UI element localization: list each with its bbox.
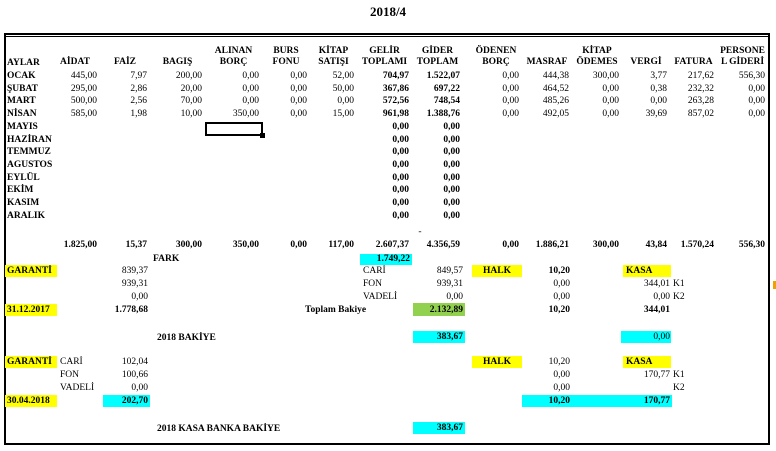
total-odenen[interactable]: 0,00 [502,240,519,250]
month-cell-alinan[interactable]: 0,00 [242,71,259,81]
bakiye2018-label: 2018 BAKİYE [157,333,216,343]
month-cell-personel[interactable]: 0,00 [748,109,765,120]
halk2-val-1[interactable]: 0,00 [553,370,570,380]
total-personel[interactable]: 556,30 [738,240,765,250]
month-cell-vergi[interactable]: 0,38 [650,83,667,94]
header-alinan: ALINAN BORÇ [214,46,253,67]
halk2-val-0[interactable]: 10,20 [548,357,570,367]
month-name: NİSAN [7,109,37,120]
header-bagis: BAGIŞ [162,57,193,67]
total-vergi[interactable]: 43,84 [645,240,667,250]
month-cell-gider[interactable]: 748,54 [433,96,460,107]
month-cell-fatura[interactable]: 232,32 [687,83,714,94]
kasa2-label: KASA [626,357,653,367]
month-cell-kitap[interactable]: 50,00 [332,83,354,94]
date2-label: 30.04.2018 [7,396,50,406]
month-cell-gider[interactable]: 697,22 [433,83,460,94]
total-gelir[interactable]: 2.607,37 [375,240,409,250]
garanti1-label: GARANTİ [7,266,52,276]
garanti2-val-0[interactable]: 102,04 [121,357,148,367]
fill-handle[interactable] [260,133,265,138]
month-cell-masraf[interactable]: 444,38 [542,71,569,81]
month-name: EKİM [7,185,34,196]
bakiye2018-value[interactable]: 383,67 [436,332,463,342]
month-cell-gider[interactable]: 0,00 [443,185,460,196]
month-cell-bagis[interactable]: 10,00 [180,109,202,120]
total-faiz[interactable]: 15,37 [125,240,147,250]
month-cell-gelir[interactable]: 0,00 [392,134,409,145]
month-cell-gider[interactable]: 0,00 [443,121,460,132]
total-alinan[interactable]: 350,00 [232,240,259,250]
month-cell-gelir[interactable]: 0,00 [392,172,409,183]
halk2-total[interactable]: 10,20 [548,396,570,406]
month-cell-masraf[interactable]: 464,52 [542,83,569,94]
toplam-bakiye-value[interactable]: 2.132,89 [429,305,463,315]
month-cell-gider[interactable]: 0,00 [443,172,460,183]
halk2-label: HALK [483,357,511,367]
month-cell-gelir[interactable]: 572,56 [382,96,409,107]
kasa2-total[interactable]: 170,77 [643,396,670,406]
garanti2-total[interactable]: 202,70 [121,396,148,406]
month-cell-kitap[interactable]: 52,00 [332,71,354,81]
kasa1-total[interactable]: 344,01 [643,305,670,315]
kasa1-k1: K1 [673,279,685,289]
month-cell-gelir[interactable]: 0,00 [392,159,409,170]
month-cell-gelir[interactable]: 0,00 [392,210,409,221]
month-name: AGUSTOS [7,159,53,170]
month-cell-alinan[interactable]: 0,00 [242,83,259,94]
month-name: MART [7,96,36,107]
month-cell-odenen[interactable]: 0,00 [502,83,519,94]
halk1-val-2[interactable]: 0,00 [553,292,570,302]
cari1-val[interactable]: 849,57 [436,266,463,276]
dash-mark: - [418,227,422,237]
month-cell-gelir[interactable]: 0,00 [392,198,409,208]
month-cell-kitap[interactable]: 15,00 [332,109,354,120]
month-cell-fatura[interactable]: 263,28 [687,96,714,107]
halk1-label: HALK [483,266,511,276]
halk2-val-2[interactable]: 0,00 [553,383,570,393]
header-aidat: AİDAT [60,57,90,67]
fon1-label: FON [363,279,383,289]
frame-top-line [4,36,770,37]
kasa2-val-0[interactable]: 170,77 [643,370,670,380]
month-cell-gelir[interactable]: 704,97 [382,71,409,81]
month-cell-masraf[interactable]: 485,26 [542,96,569,107]
month-cell-gelir[interactable]: 0,00 [392,185,409,196]
month-cell-gelir[interactable]: 0,00 [392,147,409,158]
month-cell-kitapod[interactable]: 300,00 [592,71,619,81]
selected-cell[interactable] [205,122,263,136]
month-cell-odenen[interactable]: 0,00 [502,109,519,120]
header-odenen: ÖDENEN BORÇ [475,46,517,67]
month-cell-faiz[interactable]: 1,98 [130,109,147,120]
total-gider[interactable]: 4.356,59 [426,240,460,250]
month-cell-burs[interactable]: 0,00 [290,96,307,107]
header-fatura: FATURA [674,57,713,67]
kasa-bakiye-value[interactable]: 0,00 [653,332,670,342]
kasa1-k2: K2 [673,292,685,302]
total-kitap[interactable]: 117,00 [328,240,354,250]
header-faiz: FAİZ [114,57,136,67]
vadeli1-label: VADELİ [363,292,398,302]
month-cell-burs[interactable]: 0,00 [290,71,307,81]
month-cell-fatura[interactable]: 217,62 [687,71,714,81]
garanti2-label: GARANTİ [7,357,52,367]
garanti1-total[interactable]: 1.778,68 [114,305,148,315]
month-name: KASIM [7,198,40,208]
total-masraf[interactable]: 1.886,21 [535,240,569,250]
month-cell-faiz[interactable]: 2,86 [130,83,147,94]
fark-value[interactable]: 1.749,22 [376,254,410,264]
kasa-banka-label: 2018 KASA BANKA BAKİYE [157,424,281,434]
month-cell-gelir[interactable]: 0,00 [392,121,409,132]
header-personel: PERSONE L GİDERİ [720,46,765,67]
header-gider: GİDER TOPLAM [416,46,459,67]
garanti1-val-0[interactable]: 839,37 [121,266,148,276]
month-name: TEMMUZ [7,147,51,158]
header-aylar: AYLAR [7,58,40,68]
month-cell-bagis[interactable]: 70,00 [180,96,202,107]
date1-label: 31.12.2017 [7,305,50,315]
header-vergi: VERGİ [630,57,662,67]
header-masraf: MASRAF [526,57,568,67]
month-cell-bagis[interactable]: 200,00 [175,71,202,81]
fark-label: FARK [153,254,180,264]
garanti1-val-2[interactable]: 0,00 [131,292,148,302]
fon1-val[interactable]: 939,31 [436,279,463,289]
kasa1-label: KASA [626,266,653,276]
month-cell-bagis[interactable]: 20,00 [180,83,202,94]
total-fatura[interactable]: 1.570,24 [680,240,714,250]
header-kitapod: KİTAP ÖDEMES [576,46,618,67]
month-cell-aidat[interactable]: 585,00 [70,109,97,120]
month-cell-faiz[interactable]: 7,97 [130,71,147,81]
month-cell-alinan[interactable]: 350,00 [232,109,259,120]
month-cell-gider[interactable]: 0,00 [443,147,460,158]
month-cell-vergi[interactable]: 3,77 [650,71,667,81]
month-cell-alinan[interactable]: 0,00 [242,96,259,107]
month-cell-vergi[interactable]: 0,00 [650,96,667,107]
month-cell-odenen[interactable]: 0,00 [502,96,519,107]
cari2-label: CARİ [60,357,83,367]
month-cell-gelir[interactable]: 961,98 [382,109,409,120]
month-cell-personel[interactable]: 556,30 [738,71,765,81]
month-cell-vergi[interactable]: 39,69 [645,109,667,120]
month-cell-burs[interactable]: 0,00 [290,109,307,120]
month-cell-masraf[interactable]: 492,05 [542,109,569,120]
month-name: ARALIK [7,210,46,221]
month-cell-kitapod[interactable]: 0,00 [602,109,619,120]
total-burs[interactable]: 0,00 [290,240,307,250]
vadeli1-val[interactable]: 0,00 [446,292,463,302]
month-name: OCAK [7,71,36,81]
month-cell-gider[interactable]: 0,00 [443,134,460,145]
kasa1-val-1[interactable]: 0,00 [653,292,670,302]
header-gelir: GELİR TOPLAMI [361,46,408,67]
kasa2-k1: K1 [673,370,685,380]
header-kitap: KİTAP SATIŞI [318,46,349,67]
halk1-val-1[interactable]: 0,00 [553,279,570,289]
month-cell-aidat[interactable]: 445,00 [70,71,97,81]
kasa1-val-0[interactable]: 344,01 [643,279,670,289]
halk1-val-0[interactable]: 10,20 [548,266,570,276]
fon2-label: FON [60,370,80,380]
garanti1-val-1[interactable]: 939,31 [121,279,148,289]
month-cell-fatura[interactable]: 857,02 [687,109,714,120]
month-cell-burs[interactable]: 0,00 [290,83,307,94]
kasa-banka-value[interactable]: 383,67 [436,423,463,433]
month-cell-kitapod[interactable]: 0,00 [602,83,619,94]
month-cell-gider[interactable]: 0,00 [443,198,460,208]
month-cell-personel[interactable]: 0,00 [748,96,765,107]
header-burs: BURS FONU [272,46,300,67]
total-aidat[interactable]: 1.825,00 [63,240,97,250]
month-cell-odenen[interactable]: 0,00 [502,71,519,81]
month-cell-kitap[interactable]: 0,00 [337,96,354,107]
month-cell-personel[interactable]: 0,00 [748,83,765,94]
month-cell-gider[interactable]: 1.388,76 [426,109,460,120]
total-bagis[interactable]: 300,00 [175,240,202,250]
cari1-label: CARİ [363,266,386,276]
month-cell-aidat[interactable]: 295,00 [70,83,97,94]
month-cell-kitapod[interactable]: 0,00 [602,96,619,107]
month-name: HAZİRAN [7,134,52,145]
total-kitapod[interactable]: 300,00 [592,240,619,250]
month-cell-aidat[interactable]: 500,00 [70,96,97,107]
month-name: MAYIS [7,121,38,132]
halk1-total[interactable]: 10,20 [548,305,570,315]
kasa2-k2: K2 [673,383,685,393]
vadeli2-label: VADELİ [60,383,95,393]
toplam-bakiye-label: Toplam Bakiye [305,305,367,315]
month-cell-gelir[interactable]: 367,86 [382,83,409,94]
month-cell-faiz[interactable]: 2,56 [130,96,147,107]
garanti2-val-1[interactable]: 100,66 [121,370,148,380]
month-cell-gider[interactable]: 1.522,07 [426,71,460,81]
month-cell-gider[interactable]: 0,00 [443,210,460,221]
month-cell-gider[interactable]: 0,00 [443,159,460,170]
month-name: EYLÜL [7,172,40,183]
month-name: ŞUBAT [7,83,38,94]
garanti2-val-2[interactable]: 0,00 [131,383,148,393]
page-title: 2018/4 [369,4,407,19]
